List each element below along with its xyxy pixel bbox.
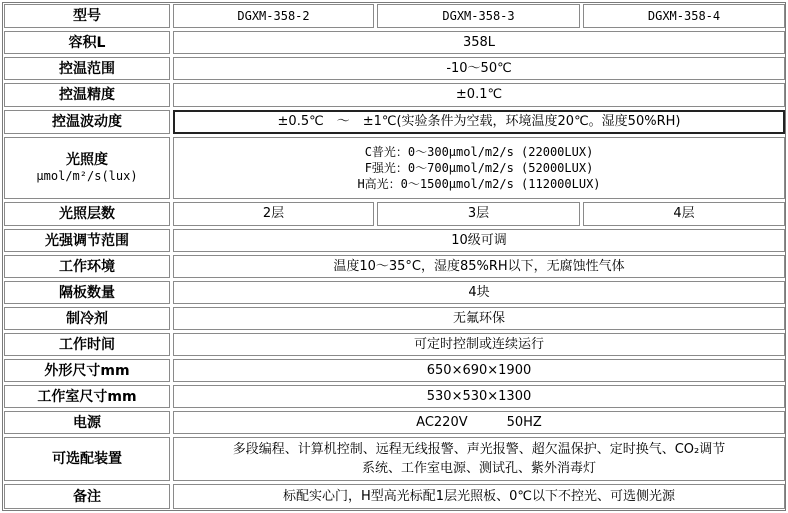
inner-size-label: 工作室尺寸mm [4,385,170,408]
temp-accuracy-value: ±0.1℃ [173,83,785,107]
options-value [173,437,785,481]
illuminance-value [173,137,785,199]
outer-size-label: 外形尺寸mm [4,359,170,382]
light-layers-col-3: 4层 [583,202,785,226]
illuminance-label-line2: μmol/m²/s(lux) [36,169,138,183]
model-col-1: DGXM-358-2 [173,4,374,28]
work-time-value: 可定时控制或连续运行 [173,333,785,356]
notes-label: 备注 [4,484,170,509]
illuminance-label-line1: 光照度 [66,152,108,168]
environment-value: 温度10～35°C，湿度85%RH以下，无腐蚀性气体 [173,255,785,278]
model-col-3: DGXM-358-4 [583,4,785,28]
work-time-label: 工作时间 [4,333,170,356]
volume-label: 容积L [4,31,170,54]
options-label: 可选配装置 [4,437,170,481]
power-label: 电源 [4,411,170,434]
outer-size-value: 650×690×1900 [173,359,785,382]
illuminance-label [4,137,170,199]
shelves-value: 4块 [173,281,785,304]
options-line-1: 多段编程、计算机控制、远程无线报警、声光报警、超欠温保护、定时换气、CO₂调节 [232,442,726,457]
temp-range-value: -10～50℃ [173,57,785,80]
light-adjust-value: 10级可调 [173,229,785,252]
illuminance-line-f: F强光：0～700μmol/m2/s (52000LUX) [364,161,594,175]
environment-label: 工作环境 [4,255,170,278]
light-layers-col-2: 3层 [377,202,580,226]
options-line-2: 系统、工作室电源、测试孔、紫外消毒灯 [361,461,596,476]
inner-size-value: 530×530×1300 [173,385,785,408]
temp-fluctuation-value: ±0.5℃ ～ ±1℃(实验条件为空载，环境温度20℃。湿度50%RH) [173,110,785,134]
light-layers-label: 光照层数 [4,202,170,226]
refrigerant-label: 制冷剂 [4,307,170,330]
notes-value: 标配实心门，H型高光标配1层光照板、0℃以下不控光、可选侧光源 [173,484,785,509]
illuminance-line-c: C普光：0～300μmol/m2/s (22000LUX) [364,145,594,159]
temp-fluctuation-label: 控温波动度 [4,110,170,134]
temp-range-label: 控温范围 [4,57,170,80]
power-value: AC220V 50HZ [173,411,785,434]
header-label: 型号 [4,4,170,28]
temp-accuracy-label: 控温精度 [4,83,170,107]
light-adjust-label: 光强调节范围 [4,229,170,252]
shelves-label: 隔板数量 [4,281,170,304]
refrigerant-value: 无氟环保 [173,307,785,330]
illuminance-line-h: H高光：0～1500μmol/m2/s (112000LUX) [357,177,601,191]
spec-table [2,2,786,511]
model-col-2: DGXM-358-3 [377,4,580,28]
light-layers-col-1: 2层 [173,202,374,226]
volume-value: 358L [173,31,785,54]
